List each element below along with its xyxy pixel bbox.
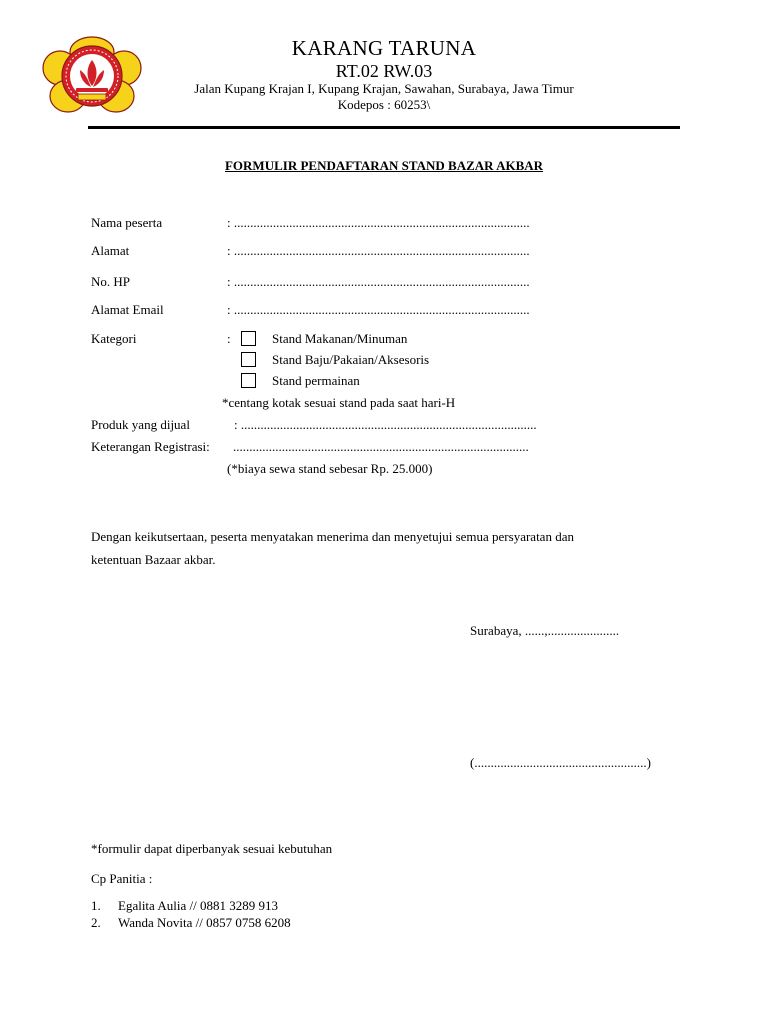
copy-note: *formulir dapat diperbanyak sesuai kebutuhan	[91, 841, 333, 856]
option-stand-permainan: Stand permainan	[272, 373, 360, 388]
keterangan-value[interactable]: ...........................................................................................	[233, 439, 529, 454]
statement-line-1: Dengan keikutsertaan, peserta menyatakan menerima dan menyetujui semua persyaratan dan	[91, 529, 574, 544]
field-label-no-hp: No. HP	[91, 274, 131, 289]
produk-value[interactable]: : ...........................................................................................	[234, 417, 537, 432]
kategori-label: Kategori	[91, 331, 137, 346]
contact-list	[91, 898, 291, 932]
contact-text: Wanda Novita // 0857 0758 6208	[118, 915, 291, 930]
contact-text: Egalita Aulia // 0881 3289 913	[118, 898, 278, 913]
field-value-nama[interactable]: : ...........................................................................................	[227, 215, 530, 230]
statement-line-2: ketentuan Bazaar akbar.	[91, 552, 216, 567]
field-value-alamat[interactable]: : ...........................................................................................	[227, 243, 530, 258]
produk-label: Produk yang dijual	[91, 417, 190, 432]
field-label-alamat: Alamat	[91, 243, 130, 258]
kategori-colon: :	[227, 331, 231, 346]
field-label-email: Alamat Email	[91, 302, 164, 317]
kategori-note: *centang kotak sesuai stand pada saat hari-H	[222, 395, 456, 410]
keterangan-label: Keterangan Registrasi:	[91, 439, 210, 454]
option-stand-makanan: Stand Makanan/Minuman	[272, 331, 408, 346]
checkbox-stand-makanan[interactable]	[241, 331, 256, 346]
karang-taruna-logo-icon	[40, 32, 144, 118]
header-divider	[88, 126, 680, 129]
contact-number: 2.	[91, 915, 101, 930]
field-label-nama: Nama peserta	[91, 215, 163, 230]
contact-number: 1.	[91, 898, 101, 913]
org-address: Jalan Kupang Krajan I, Kupang Krajan, Sawahan, Surabaya, Jawa Timur	[194, 81, 574, 96]
place-date[interactable]: Surabaya, ......,......................	[470, 623, 620, 638]
org-rt-rw: RT.02 RW.03	[335, 61, 433, 81]
field-value-no-hp[interactable]: : ...........................................................................................	[227, 274, 530, 289]
org-name: KARANG TARUNA	[291, 36, 477, 60]
org-postal-code: Kodepos : 60253\	[337, 97, 431, 112]
signature-line[interactable]: (.....................................................)	[470, 755, 651, 770]
list-item	[91, 915, 291, 932]
field-value-email[interactable]: : ...........................................................................................	[227, 302, 530, 317]
form-title: FORMULIR PENDAFTARAN STAND BAZAR AKBAR	[224, 158, 544, 173]
cp-label: Cp Panitia :	[91, 871, 153, 886]
checkbox-stand-permainan[interactable]	[241, 373, 256, 388]
fee-note: (*biaya sewa stand sebesar Rp. 25.000)	[227, 461, 433, 476]
checkbox-stand-baju[interactable]	[241, 352, 256, 367]
list-item	[91, 898, 291, 915]
option-stand-baju: Stand Baju/Pakaian/Aksesoris	[272, 352, 430, 367]
